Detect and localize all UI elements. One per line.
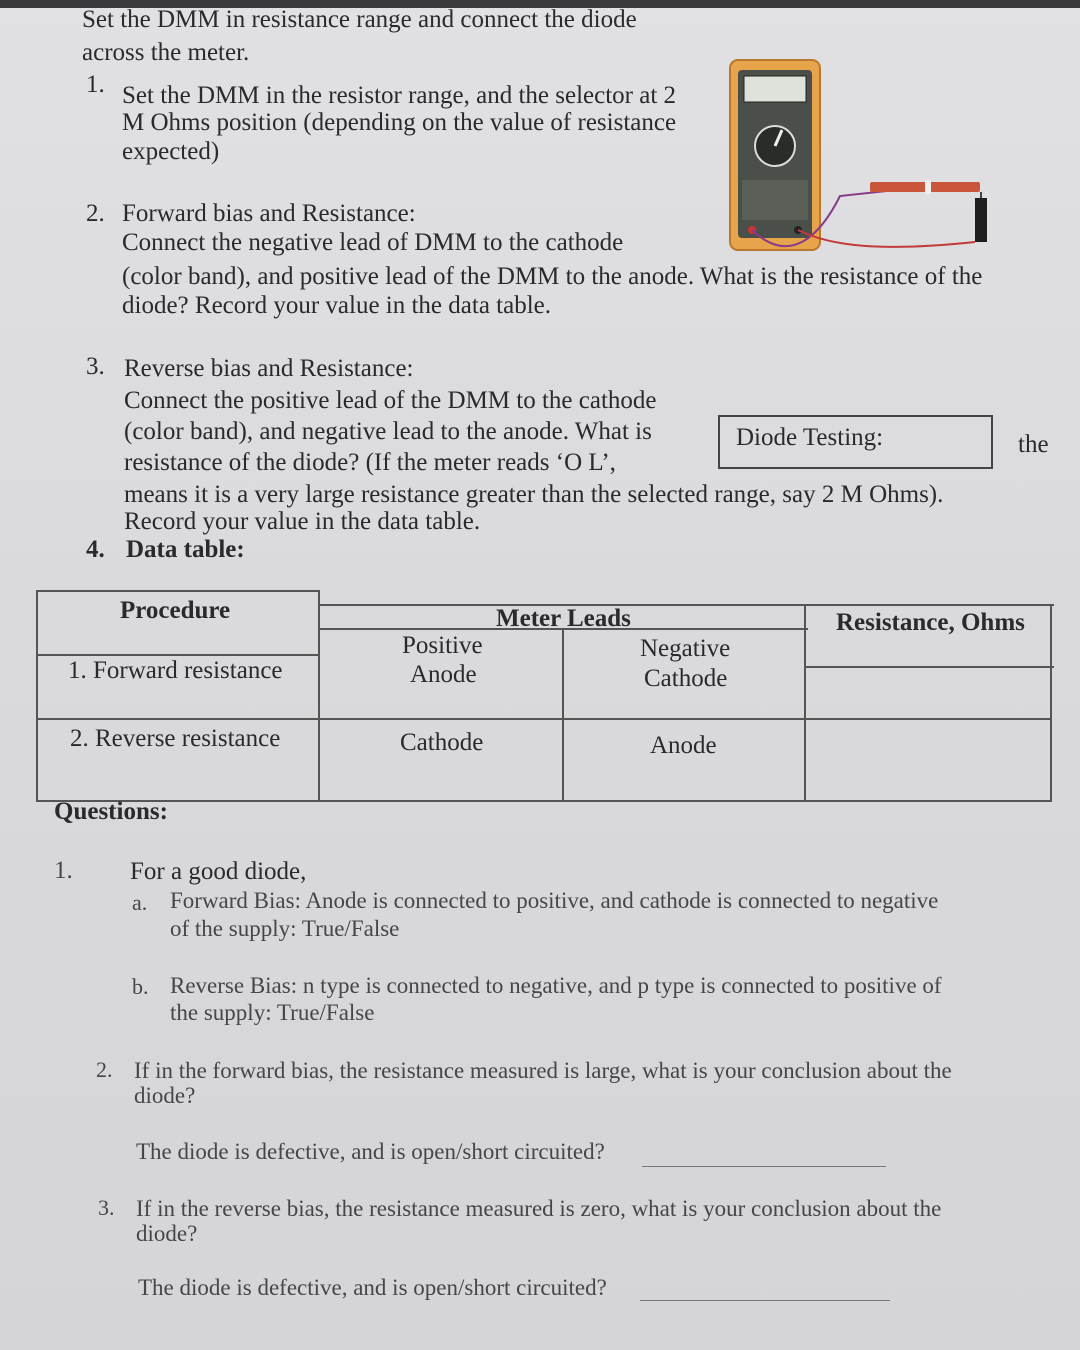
- header-meter-leads: Meter Leads: [496, 605, 631, 632]
- q1a-line: Forward Bias: Anode is connected to positive, and cathode is connected to negative: [170, 888, 939, 913]
- header-anode: Anode: [410, 661, 477, 688]
- questions-heading: Questions:: [54, 798, 168, 825]
- header-negative: Negative: [640, 635, 731, 662]
- step-2-line: Forward bias and Resistance:: [122, 200, 416, 227]
- step-4-number: 4.: [86, 536, 105, 563]
- q1b-line: the supply: True/False: [170, 1000, 375, 1025]
- diode-testing-box: [718, 415, 993, 469]
- step-3-line: (color band), and negative lead to the anode. What is: [124, 418, 652, 445]
- row-2-procedure: 2. Reverse resistance: [70, 725, 281, 752]
- row-1-procedure: 1. Forward resistance: [68, 657, 283, 684]
- q3-number: 3.: [98, 1195, 115, 1220]
- q2-line: If in the forward bias, the resistance measured is large, what is your conclusion about the: [134, 1058, 952, 1083]
- step-1-line: Set the DMM in the resistor range, and the selector at 2: [122, 82, 677, 109]
- q1a-line: of the supply: True/False: [170, 916, 400, 941]
- row-2-negative: Anode: [650, 732, 717, 759]
- multimeter-icon: [720, 56, 1020, 256]
- intro-line-1: Set the DMM in resistance range and connect the diode: [82, 6, 637, 33]
- step-3-line: Connect the positive lead of the DMM to the cathode: [124, 387, 657, 414]
- q2-answer-prompt: The diode is defective, and is open/short circuited?: [136, 1139, 605, 1164]
- step-3-number: 3.: [86, 353, 105, 380]
- step-3-line: Reverse bias and Resistance:: [124, 355, 414, 382]
- step-3-line: Record your value in the data table.: [124, 508, 481, 535]
- step-3-line: resistance of the diode? (If the meter reads ‘O L’,: [124, 449, 616, 476]
- step-1-line: M Ohms position (depending on the value of resistance: [122, 109, 677, 136]
- q3-line: If in the reverse bias, the resistance measured is zero, what is your conclusion about the: [136, 1196, 942, 1221]
- intro-line-2: across the meter.: [82, 39, 250, 66]
- q2-line: diode?: [134, 1083, 196, 1108]
- step-1-number: 1.: [86, 71, 105, 98]
- step-2-line: diode? Record your value in the data table.: [122, 292, 552, 319]
- q1-stem: For a good diode,: [130, 858, 307, 885]
- data-table-label: Data table:: [126, 536, 245, 563]
- step-2-line: (color band), and positive lead of the DMM to the anode. What is the resistance of the: [122, 263, 983, 290]
- row-2-positive: Cathode: [400, 729, 484, 756]
- step-3-line: means it is a very large resistance greater than the selected range, say 2 M Ohms).: [124, 481, 944, 508]
- q3-line: diode?: [136, 1221, 198, 1246]
- step-2-number: 2.: [86, 200, 105, 227]
- q2-answer-blank[interactable]: [642, 1166, 886, 1167]
- q3-answer-prompt: The diode is defective, and is open/short circuited?: [138, 1275, 607, 1300]
- step-2-line: Connect the negative lead of DMM to the cathode: [122, 229, 624, 256]
- step-3-the-word: the: [1018, 431, 1049, 458]
- q3-answer-blank[interactable]: [640, 1300, 890, 1301]
- q1b-label: b.: [132, 974, 149, 999]
- header-resistance: Resistance, Ohms: [836, 609, 1025, 636]
- step-1-line: expected): [122, 138, 220, 165]
- q1a-label: a.: [132, 890, 148, 915]
- q1-number: 1.: [54, 857, 73, 884]
- q1b-line: Reverse Bias: n type is connected to negative, and p type is connected to positive of: [170, 973, 942, 998]
- header-procedure: Procedure: [120, 597, 231, 624]
- header-positive: Positive: [402, 632, 483, 659]
- header-cathode: Cathode: [644, 665, 728, 692]
- diode-testing-label: Diode Testing:: [736, 424, 884, 451]
- q2-number: 2.: [96, 1057, 113, 1082]
